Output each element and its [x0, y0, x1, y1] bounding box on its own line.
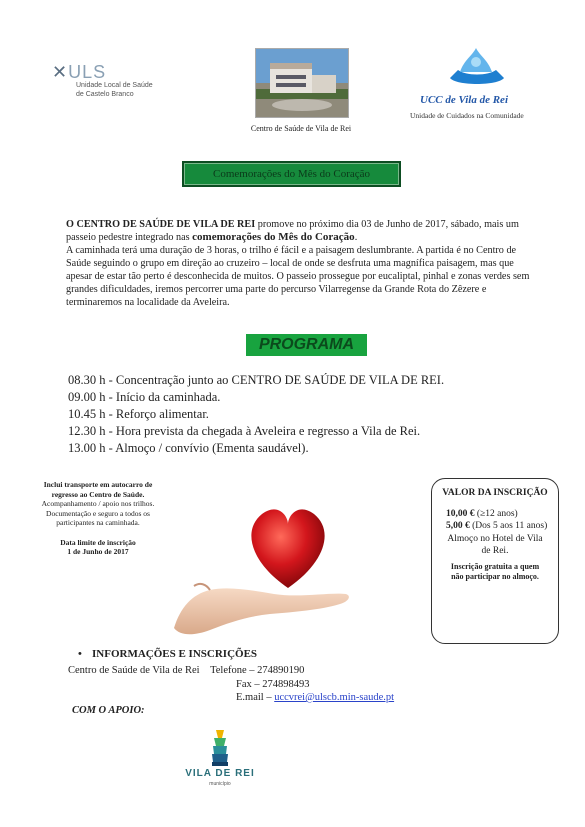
- intro-text2: .: [354, 232, 358, 243]
- ucc-logo: [410, 42, 540, 122]
- uls-line1: Unidade Local de Saúde: [76, 82, 153, 89]
- intro-event: comemorações do Mês do Coração: [192, 231, 355, 243]
- heart-hand-image: [170, 490, 350, 640]
- vila-de-rei-emblem-icon: [180, 728, 260, 768]
- info-email-label: E.mail –: [236, 692, 275, 703]
- vila-de-rei-sub: município: [209, 781, 231, 787]
- schedule-item: 08.30 h - Concentração junto ao CENTRO DE SAÚDE DE VILA DE REI.: [68, 373, 445, 387]
- note-support: Acompanhamento / apoio nos trilhos.: [41, 499, 155, 508]
- info-phone: Telefone – 274890190: [210, 665, 305, 676]
- hands-water-icon: [442, 42, 512, 92]
- price-adult: 10,00 € (≥12 anos): [446, 508, 518, 519]
- ucc-title: UCC de Vila de Rei: [420, 94, 508, 106]
- hand-icon: [174, 588, 349, 634]
- programa-title: PROGRAMA: [258, 336, 355, 353]
- info-fax: Fax – 274898493: [236, 678, 310, 690]
- price-title: VALOR DA INSCRIÇÃO: [442, 488, 548, 498]
- price-lunch: Almoço no Hotel de Vila de Rei.: [447, 533, 543, 556]
- intro-org-name: O CENTRO DE SAÚDE DE VILA DE REI: [66, 219, 256, 230]
- intro-text1: promove no próximo dia 03 de Junho de 2017, sábado, mais um passeio pedestre integrado nas: [66, 219, 519, 243]
- email-link[interactable]: uccvrei@ulscb.min-saude.pt: [274, 692, 395, 703]
- schedule-list: [68, 372, 528, 457]
- vila-de-rei-name: VILA DE REI: [185, 768, 255, 779]
- banner-title: Comemorações do Mês do Coração: [212, 168, 370, 180]
- bullet-icon: •: [78, 648, 82, 660]
- note-deadline-date: 1 de Junho de 2017: [67, 547, 129, 556]
- ucc-subtitle: Unidade de Cuidados na Comunidade: [410, 111, 524, 120]
- note-transport: Inclui transporte em autocarro de regresso ao Centro de Saúde.: [43, 480, 153, 499]
- price-child: 5,00 € (Dos 5 aos 11 anos): [446, 521, 548, 531]
- intro-body: A caminhada terá uma duração de 3 horas, o trilho é fácil e a paisagem deslumbrante. A partida é no Centro de Saúde seguindo o grupo em direção ao cruzeiro – local de onde se desfruta uma magnífica paisagem, mas que apesar de estar tão perto é desconhecida de muitos. O passeio prossegue por eucaliptal, pinhal e zonas verdes sem grandes dificuldades, iremos percorrer uma parte do percurso Vilarregense da Grande Rota do Zêzere e terminaremos na localidade da Aveleira.: [66, 245, 530, 308]
- schedule-item: 12.30 h - Hora prevista da chegada à Aveleira e regresso a Vila de Rei.: [68, 424, 421, 438]
- uls-logo: [52, 60, 192, 108]
- health-center-photo: [255, 48, 349, 118]
- schedule-item: 13.00 h - Almoço / convívio (Ementa saudável).: [68, 441, 309, 455]
- vila-de-rei-logo: [180, 728, 260, 808]
- schedule-item: 10.45 h - Reforço alimentar.: [68, 407, 209, 421]
- uls-line2: de Castelo Branco: [76, 91, 134, 98]
- photo-caption: Centro de Saúde de Vila de Rei: [250, 124, 352, 133]
- schedule-item: 09.00 h - Início da caminhada.: [68, 390, 221, 404]
- notes-block: [40, 480, 156, 557]
- info-block: [68, 664, 488, 705]
- price-box: [431, 478, 559, 644]
- note-deadline-label: Data limite de inscrição: [60, 537, 136, 547]
- title-banner: [182, 161, 401, 187]
- heart-icon: [251, 509, 324, 588]
- note-insurance: Documentação e seguro a todos os participantes na caminhada.: [46, 508, 150, 527]
- uls-mark: ✕ULS: [52, 62, 107, 82]
- intro-paragraph: [66, 218, 534, 309]
- price-free-note: Inscrição gratuita a quem não participar no almoço.: [450, 561, 540, 581]
- info-heading: • INFORMAÇÕES E INSCRIÇÕES: [78, 648, 258, 660]
- support-label: COM O APOIO:: [72, 705, 145, 716]
- info-org: Centro de Saúde de Vila de Rei: [68, 665, 200, 676]
- programa-banner: [246, 334, 367, 356]
